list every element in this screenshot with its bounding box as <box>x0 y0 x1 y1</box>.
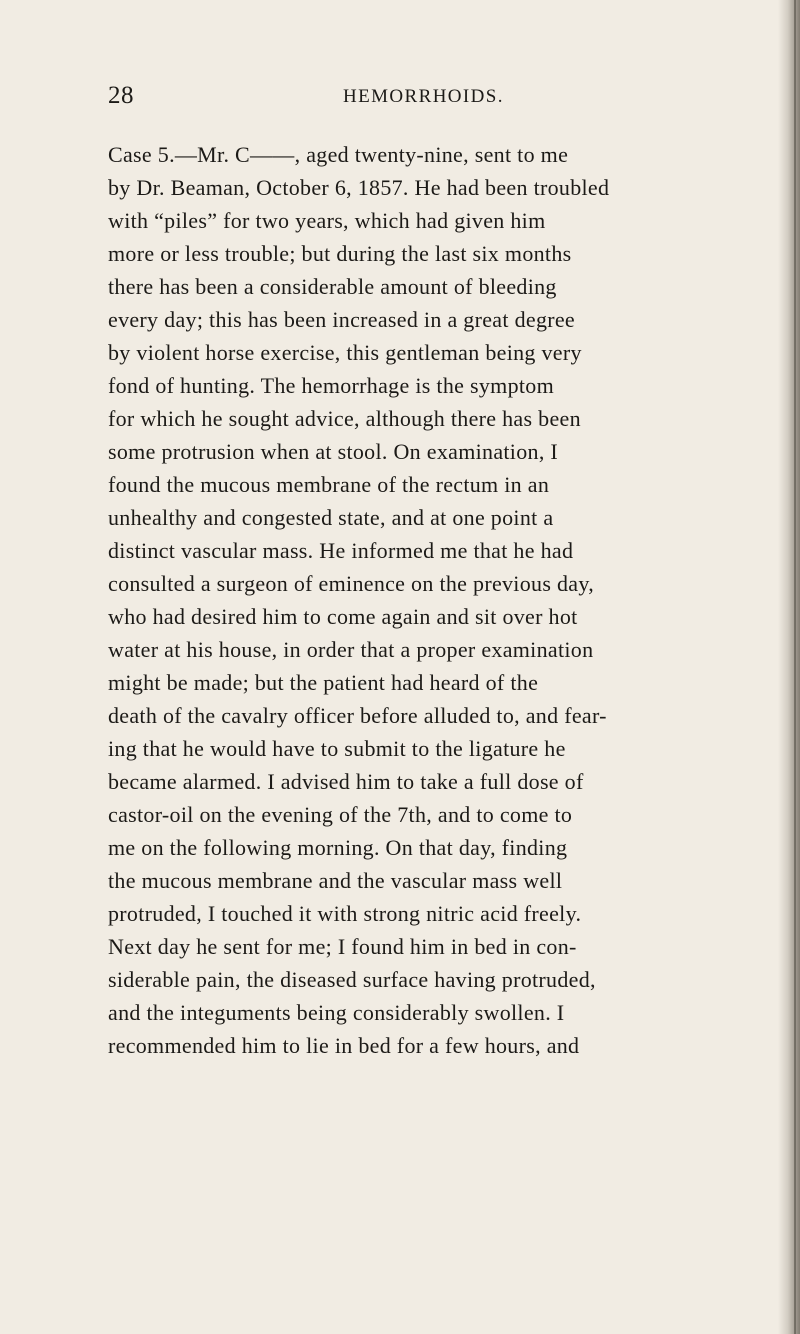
text-line: the mucous membrane and the vascular mass well <box>108 868 563 893</box>
text-line: with “piles” for two years, which had given him <box>108 208 546 233</box>
text-line: by violent horse exercise, this gentleman being very <box>108 340 582 365</box>
text-line: fond of hunting. The hemorrhage is the symptom <box>108 373 554 398</box>
text-line: castor-oil on the evening of the 7th, and to come to <box>108 802 573 827</box>
text-line: protruded, I touched it with strong nitric acid freely. <box>108 901 582 926</box>
text-line: by Dr. Beaman, October 6, 1857. He had been troubled <box>108 175 610 200</box>
text-line: Next day he sent for me; I found him in bed in con- <box>108 934 577 959</box>
text-line: and the integuments being considerably swollen. I <box>108 1000 565 1025</box>
text-line: more or less trouble; but during the last six months <box>108 241 572 266</box>
text-line: ing that he would have to submit to the ligature he <box>108 736 566 761</box>
text-line: might be made; but the patient had heard of the <box>108 670 539 695</box>
text-line: consulted a surgeon of eminence on the previous day, <box>108 571 595 596</box>
body-text <box>108 138 740 1062</box>
text-line: water at his house, in order that a proper examination <box>108 637 594 662</box>
text-line: who had desired him to come again and sit over hot <box>108 604 578 629</box>
running-head: HEMORRHOIDS. <box>343 86 504 107</box>
page-edge <box>794 0 796 1334</box>
text-line: became alarmed. I advised him to take a full dose of <box>108 769 584 794</box>
text-line: me on the following morning. On that day, finding <box>108 835 568 860</box>
text-line: some protrusion when at stool. On examination, I <box>108 439 559 464</box>
text-line: every day; this has been increased in a great degree <box>108 307 575 332</box>
text-line: siderable pain, the diseased surface having protruded, <box>108 967 596 992</box>
text-line: death of the cavalry officer before alluded to, and fear- <box>108 703 607 728</box>
text-line: distinct vascular mass. He informed me that he had <box>108 538 574 563</box>
text-line: recommended him to lie in bed for a few hours, and <box>108 1033 580 1058</box>
text-line: unhealthy and congested state, and at one point a <box>108 505 554 530</box>
page-number: 28 <box>108 82 134 109</box>
text-line: Case 5.—Mr. C——, aged twenty-nine, sent to me <box>108 142 569 167</box>
text-line: there has been a considerable amount of bleeding <box>108 274 557 299</box>
text-line: for which he sought advice, although there has been <box>108 406 581 431</box>
page-header <box>108 82 723 114</box>
page-gutter-shadow <box>778 0 800 1334</box>
text-line: found the mucous membrane of the rectum in an <box>108 472 550 497</box>
